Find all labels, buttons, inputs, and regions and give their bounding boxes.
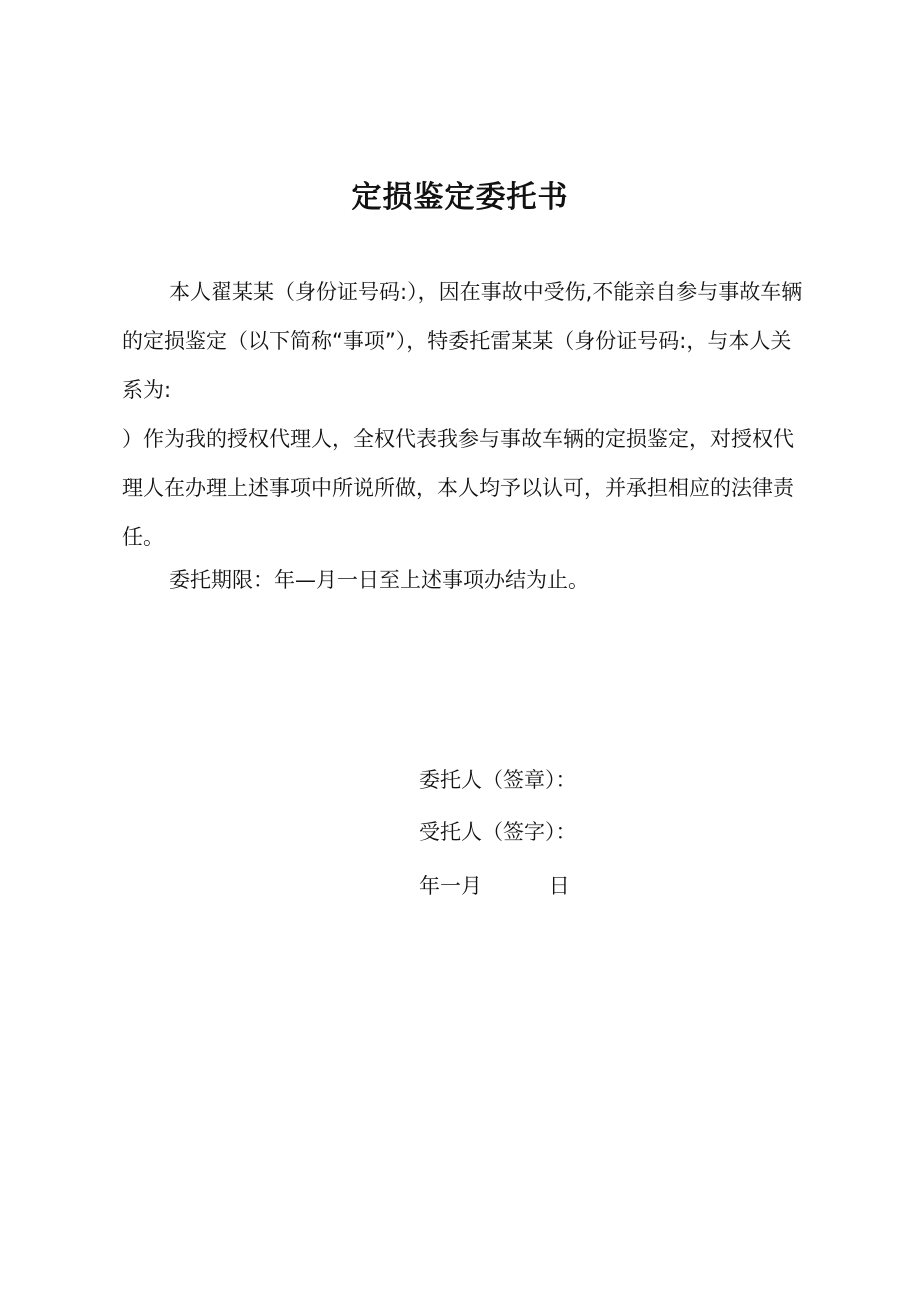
date-line: 年一月 日: [419, 874, 570, 898]
paragraph-authorization: ）作为我的授权代理人，全权代表我参与事故车辆的定损鉴定，对授权代理人在办理上述事项中所说所做，本人均予以认可，并承担相应的法律责任。: [122, 427, 794, 549]
paragraph-entrustment: 本人翟某某（身份证号码:），因在事故中受伤,不能亲自参与事故车辆的定损鉴定（以下简称“事项”），特委托雷某某（身份证号码:，与本人关系为:: [122, 280, 803, 402]
agent-signature-line: 受托人（签字）：: [419, 820, 577, 844]
paragraph-term: 委托期限：年—月一日至上述事项办结为止。: [169, 568, 589, 592]
document-title: 定损鉴定委托书: [351, 180, 569, 215]
principal-signature-line: 委托人（签章）：: [419, 768, 577, 792]
